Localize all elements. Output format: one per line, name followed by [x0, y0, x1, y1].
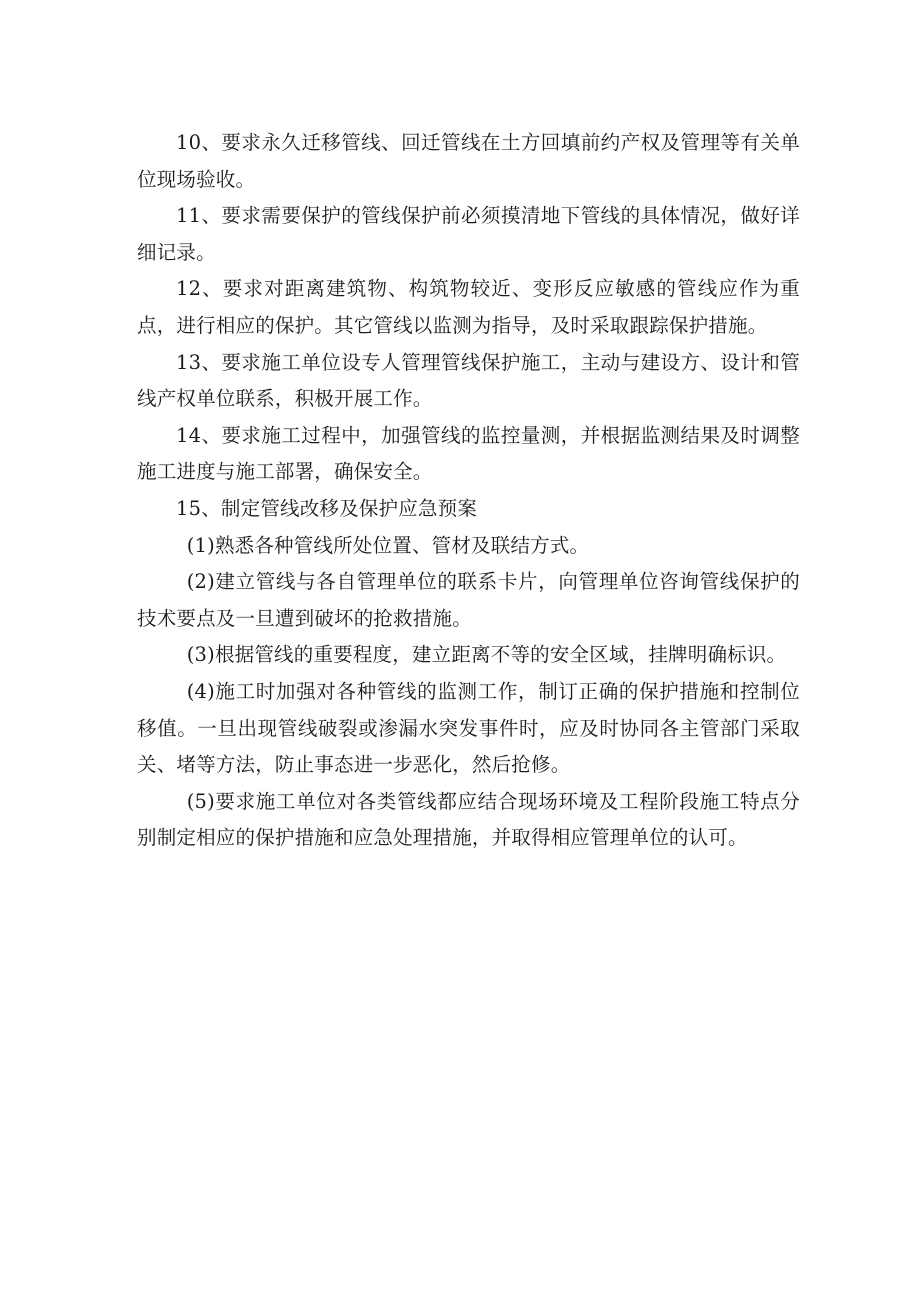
paragraph-13: 13、要求施工单位设专人管理管线保护施工，主动与建设方、设计和管线产权单位联系，积极开展工作。 — [137, 350, 800, 411]
document-page — [137, 125, 800, 857]
sub-item-4: (4)施工时加强对各种管线的监测工作，制订正确的保护措施和控制位移值。一旦出现管线破裂或渗漏水突发事件时，应及时协同各主管部门采取关、堵等方法，防止事态进一步恶化，然后抢修。 — [137, 679, 800, 777]
paragraph-14: 14、要求施工过程中，加强管线的监控量测，并根据监测结果及时调整施工进度与施工部署，确保安全。 — [137, 423, 800, 484]
sub-item-1: (1)熟悉各种管线所处位置、管材及联结方式。 — [186, 533, 590, 557]
sub-item-5: (5)要求施工单位对各类管线都应结合现场环境及工程阶段施工特点分别制定相应的保护措施和应急处理措施，并取得相应管理单位的认可。 — [137, 789, 800, 850]
sub-item-3: (3)根据管线的重要程度，建立距离不等的安全区域，挂牌明确标识。 — [186, 643, 787, 667]
section-heading-15: 15、制定管线改移及保护应急预案 — [176, 496, 478, 520]
paragraph-10: 10、要求永久迁移管线、回迁管线在土方回填前约产权及管理等有关单位现场验收。 — [137, 131, 800, 191]
paragraph-12: 12、要求对距离建筑物、构筑物较近、变形反应敏感的管线应作为重点，进行相应的保护。其它管线以监测为指导，及时采取跟踪保护措施。 — [137, 277, 800, 337]
paragraph-11: 11、要求需要保护的管线保护前必须摸清地下管线的具体情况，做好详细记录。 — [137, 204, 800, 264]
sub-item-2: (2)建立管线与各自管理单位的联系卡片，向管理单位咨询管线保护的技术要点及一旦遭到破坏的抢救措施。 — [137, 570, 800, 630]
